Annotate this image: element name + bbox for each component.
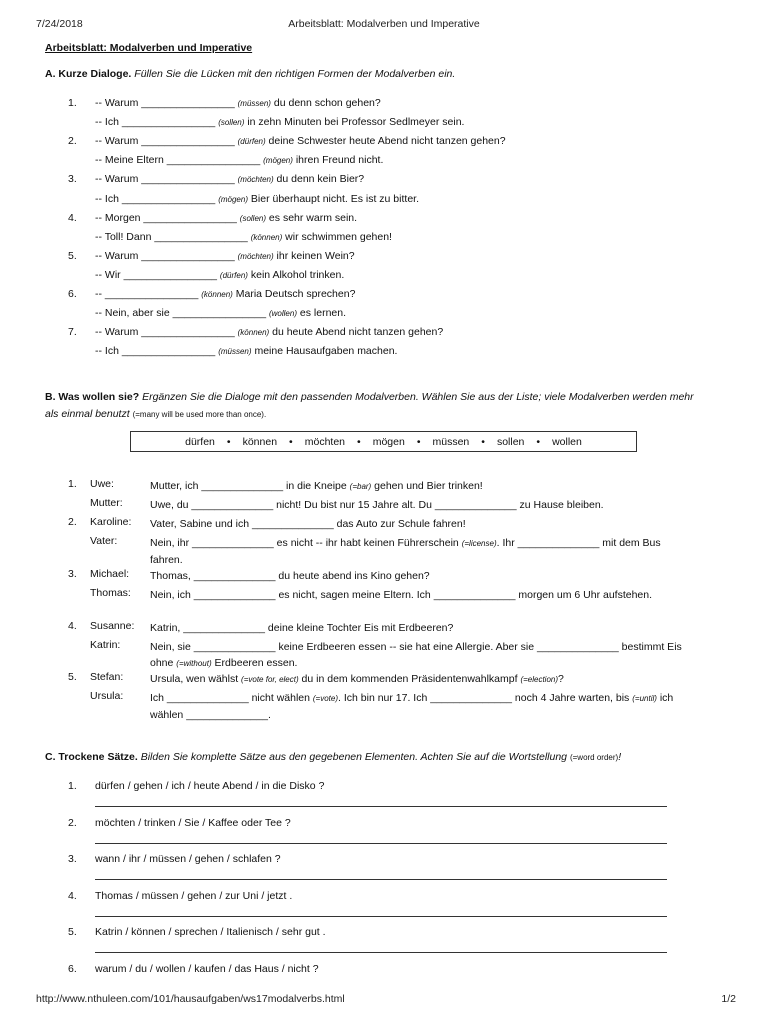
dialog-line [95, 231, 392, 243]
verb-hint: (können) [201, 290, 233, 299]
gloss-hint: (=license) [461, 539, 497, 548]
verb-hint: (dürfen) [237, 137, 266, 147]
speaker-name: Uwe: [90, 478, 114, 490]
dialog-prompt: -- Ich ________________ [95, 116, 219, 129]
dialog-prompt: -- Morgen ________________ [95, 211, 240, 224]
verb-hint: (mögen) [263, 156, 293, 166]
item-number: 4. [68, 620, 77, 632]
sentence-elements: dürfen / gehen / ich / heute Abend / in die Disko ? [95, 780, 325, 792]
item-number: 6. [68, 963, 77, 975]
verb-hint: (mögen) [218, 194, 248, 204]
dialog-prompt: -- Warum ________________ [95, 326, 238, 339]
speaker-name: Susanne: [90, 620, 135, 632]
item-number: 5. [68, 926, 77, 939]
gloss-hint: (=until) [632, 694, 657, 703]
dialog-line [95, 269, 344, 281]
dialog-prompt: -- Nein, aber sie ________________ [95, 307, 269, 320]
bullet-separator: • [289, 435, 293, 448]
dialog-line [95, 135, 506, 147]
verb-hint: (sollen) [218, 118, 245, 128]
speaker-name: Michael: [90, 568, 130, 580]
section-c-heading [45, 749, 705, 766]
sentence-elements: wann / ihr / müssen / gehen / schlafen ? [95, 853, 281, 866]
answer-line[interactable] [95, 879, 667, 880]
verb-hint: (sollen) [239, 213, 267, 223]
bullet-separator: • [536, 435, 541, 448]
page-number: 1/2 [721, 993, 736, 1005]
dialog-text: Ich ______________ nicht wählen (=vote). Ich bin nur 17. Ich ______________ noch 4 Jahre warten, bis (=until) ich wählen ______________. [150, 692, 674, 721]
dialog-rest: es sehr warm sein. [266, 211, 358, 224]
item-number: 2. [68, 516, 77, 528]
print-url[interactable]: http://www.nthuleen.com/101/hausaufgaben/ws17modalverbs.html [36, 993, 345, 1005]
gloss-hint: (=election) [520, 675, 559, 684]
section-c-end: ! [618, 751, 622, 763]
answer-line[interactable] [95, 952, 667, 953]
word-bank-item: mögen [372, 435, 405, 448]
sentence-elements: warum / du / wollen / kaufen / das Haus / nicht ? [95, 963, 319, 975]
item-number: 3. [68, 853, 77, 866]
section-a-instructions: Füllen Sie die Lücken mit den richtigen Formen der Modalverben ein. [134, 68, 456, 80]
word-bank-item: wollen [552, 435, 582, 448]
dialog-line [95, 97, 381, 109]
dialog-prompt: -- Toll! Dann ________________ [95, 230, 251, 243]
item-number: 7. [68, 326, 77, 339]
dialog-rest: wir schwimmen gehen! [282, 230, 392, 243]
dialog-text: Nein, ich ______________ es nicht, sagen meine Eltern. Ich ______________ morgen um 6 Uhr aufstehen. [150, 589, 653, 601]
bullet-separator: • [481, 435, 485, 448]
section-b-instructions: Ergänzen Sie die Dialoge mit den passenden Modalverben. Wählen Sie aus der Liste; viele Modalverben werden mehr als einmal benutzt [45, 391, 694, 420]
sentence-elements: möchten / trinken / Sie / Kaffee oder Tee ? [95, 816, 291, 829]
item-number: 4. [68, 211, 77, 224]
word-bank-item: sollen [496, 435, 525, 448]
dialog-line [95, 193, 419, 205]
dialog-rest: kein Alkohol trinken. [247, 268, 345, 281]
word-bank-item: dürfen [185, 435, 215, 448]
dialog-line [95, 116, 464, 128]
speaker-name: Katrin: [90, 639, 121, 651]
section-a-label: A. Kurze Dialoge. [45, 68, 132, 80]
dialog-rest: Bier überhaupt nicht. Es ist zu bitter. [247, 192, 419, 205]
dialog-text: Mutter, ich ______________ in die Kneipe (=bar) gehen und Bier trinken! [150, 480, 483, 492]
dialog-prompt: -- Warum ________________ [95, 97, 238, 109]
dialog-prompt: -- Ich ________________ [95, 345, 219, 358]
gloss-hint: (=vote for, elect) [241, 675, 299, 684]
dialog-rest: deine Schwester heute Abend nicht tanzen gehen? [265, 135, 506, 148]
dialog-prompt: -- Wir ________________ [95, 268, 220, 281]
verb-hint: (können) [237, 328, 270, 338]
print-title: Arbeitsblatt: Modalverben und Imperative [288, 18, 480, 30]
dialog-rest: ihren Freund nicht. [292, 154, 384, 167]
answer-line[interactable] [95, 843, 667, 844]
dialog-rest: es lernen. [296, 307, 347, 320]
item-number: 5. [68, 671, 77, 683]
item-number: 3. [68, 568, 77, 580]
dialog-text: Katrin, ______________ deine kleine Tochter Eis mit Erdbeeren? [150, 622, 454, 634]
word-bank [130, 431, 637, 452]
word-bank-item: möchten [304, 435, 346, 448]
gloss-hint: (=vote) [312, 694, 339, 703]
dialog-line [95, 212, 357, 224]
dialog-rest: du heute Abend nicht tanzen gehen? [269, 326, 444, 339]
speaker-name: Stefan: [90, 671, 124, 683]
dialog-text: Nein, sie ______________ keine Erdbeeren essen -- sie hat eine Allergie. Aber sie ______________ bestimmt Eis ohne (=without) Erdbeeren essen. [150, 641, 682, 669]
dialog-text: Vater, Sabine und ich ______________ das Auto zur Schule fahren! [150, 518, 466, 530]
sentence-elements: Thomas / müssen / gehen / zur Uni / jetzt . [95, 889, 293, 902]
bullet-separator: • [357, 435, 361, 448]
word-bank-item: müssen [432, 435, 470, 448]
dialog-text: Uwe, du ______________ nicht! Du bist nur 15 Jahre alt. Du ______________ zu Hause bleiben. [150, 499, 604, 511]
dialog-prompt: -- Warum ________________ [95, 249, 238, 262]
sentence-elements: Katrin / können / sprechen / Italienisch / sehr gut . [95, 926, 326, 939]
section-c-note: (=word order) [569, 753, 619, 762]
item-number: 5. [68, 249, 77, 262]
item-number: 3. [68, 173, 77, 186]
dialog-prompt: -- Warum ________________ [95, 173, 238, 186]
verb-hint: (müssen) [237, 99, 271, 108]
dialog-text: Thomas, ______________ du heute abend ins Kino gehen? [150, 570, 430, 582]
dialog-line [95, 250, 355, 262]
section-c-instructions: Bilden Sie komplette Sätze aus den gegebenen Elementen. Achten Sie auf die Wortstellung [140, 751, 568, 763]
dialog-text: Ursula, wen wählst (=vote for, elect) du in dem kommenden Präsidentenwahlkampf (=election)? [150, 673, 564, 685]
item-number: 1. [68, 97, 77, 109]
section-c-label: C. Trockene Sätze. [45, 751, 138, 763]
verb-hint: (wollen) [268, 309, 297, 319]
item-number: 1. [68, 780, 77, 792]
dialog-rest: Maria Deutsch sprechen? [232, 288, 356, 300]
dialog-text: Nein, ihr ______________ es nicht -- ihr habt keinen Führerschein (=license). Ihr ______________ mit dem Bus fahren. [150, 537, 661, 566]
dialog-line [95, 173, 364, 185]
section-b-note: (=many will be used more than once). [132, 410, 267, 419]
speaker-name: Vater: [90, 535, 118, 547]
dialog-rest: du denn schon gehen? [270, 97, 381, 109]
dialog-prompt: -- Meine Eltern ________________ [95, 154, 264, 167]
item-number: 4. [68, 889, 77, 902]
section-a-heading [45, 66, 705, 83]
item-number: 1. [68, 478, 77, 490]
document-title: Arbeitsblatt: Modalverben und Imperative [45, 42, 253, 54]
dialog-line [95, 345, 397, 357]
speaker-name: Ursula: [90, 690, 124, 702]
verb-hint: (dürfen) [219, 270, 248, 280]
dialog-rest: du denn kein Bier? [273, 173, 365, 186]
bullet-separator: • [416, 435, 421, 448]
gloss-hint: (=without) [176, 659, 212, 668]
speaker-name: Thomas: [90, 587, 131, 599]
section-b-label: B. Was wollen sie? [45, 391, 140, 403]
item-number: 2. [68, 135, 77, 148]
dialog-prompt: -- Warum ________________ [95, 135, 238, 148]
dialog-prompt: -- ________________ [95, 288, 202, 300]
verb-hint: (müssen) [218, 347, 252, 357]
dialog-line [95, 154, 383, 166]
section-b-heading [45, 389, 705, 423]
item-number: 2. [68, 816, 77, 829]
verb-hint: (möchten) [237, 175, 274, 185]
dialog-prompt: -- Ich ________________ [95, 192, 219, 205]
answer-line[interactable] [95, 806, 667, 807]
speaker-name: Karoline: [90, 516, 132, 528]
verb-hint: (möchten) [237, 251, 274, 261]
dialog-rest: ihr keinen Wein? [273, 249, 355, 262]
dialog-line [95, 326, 443, 338]
speaker-name: Mutter: [90, 497, 123, 509]
verb-hint: (können) [250, 232, 283, 242]
word-bank-item: können [242, 435, 278, 448]
item-number: 6. [68, 288, 77, 300]
gloss-hint: (=bar) [349, 482, 372, 491]
dialog-rest: in zehn Minuten bei Professor Sedlmeyer sein. [244, 116, 465, 129]
dialog-line [95, 307, 346, 319]
print-date: 7/24/2018 [36, 18, 83, 30]
answer-line[interactable] [95, 916, 667, 917]
dialog-line [95, 288, 355, 300]
bullet-separator: • [226, 435, 231, 448]
dialog-rest: meine Hausaufgaben machen. [251, 345, 398, 358]
